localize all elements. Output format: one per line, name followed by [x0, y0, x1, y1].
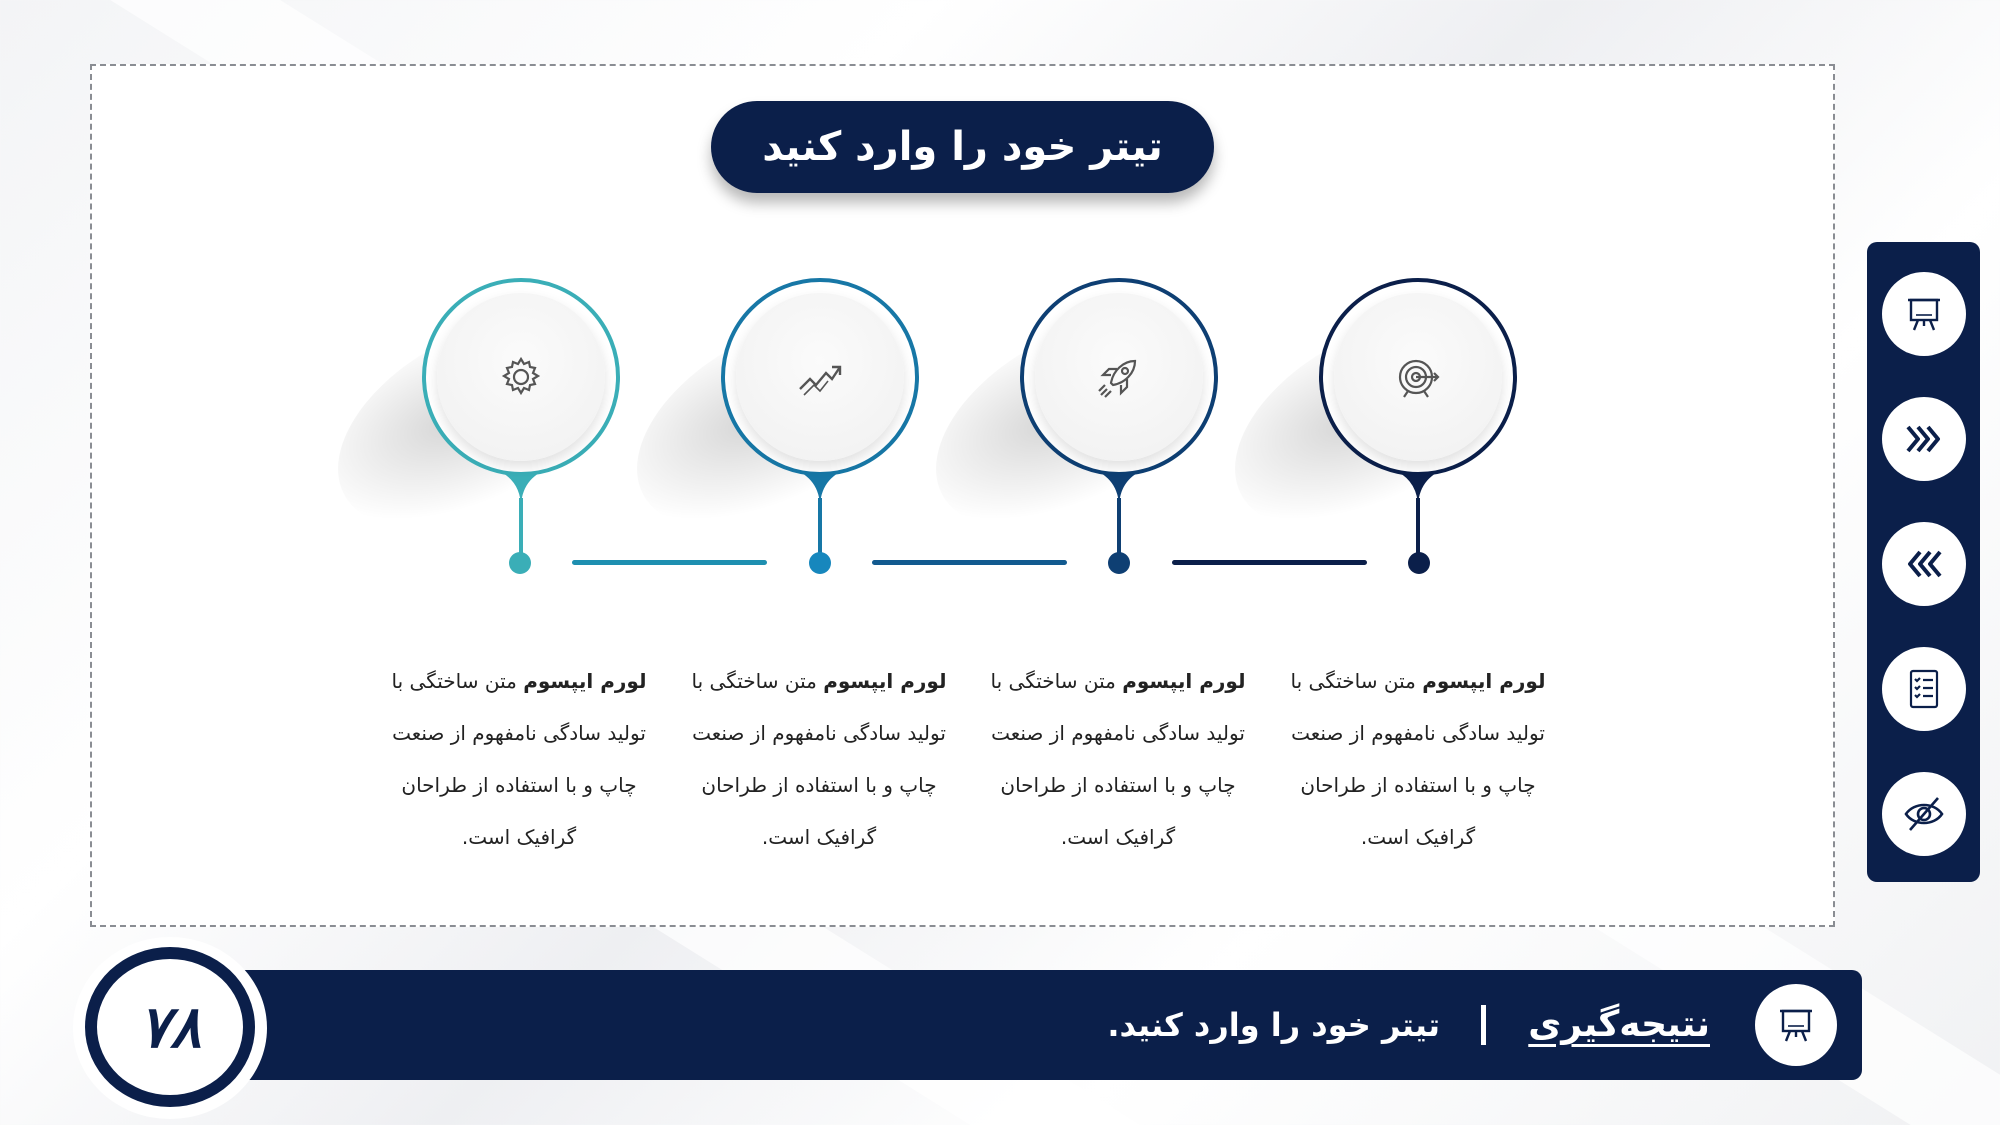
step-pin-4	[422, 278, 622, 578]
timeline-dot	[509, 552, 531, 574]
timeline-dot	[1408, 552, 1430, 574]
page-number: ۷۸	[85, 947, 255, 1107]
presentation-button[interactable]	[1882, 272, 1966, 356]
next-button[interactable]	[1882, 397, 1966, 481]
bottom-title: تیتر خود را وارد کنید.	[1107, 1006, 1440, 1044]
trend-icon	[736, 293, 904, 461]
step-description-1: لورم ایپسوم متن ساختگی با تولید سادگی نامفهوم از صنعت چاپ و با استفاده از طراحان گرافیک است.	[1290, 669, 1546, 849]
checklist-icon	[1902, 667, 1946, 711]
side-navigation-panel	[1867, 242, 1980, 882]
hide-icon	[1902, 792, 1946, 836]
step-pin-2	[1020, 278, 1220, 578]
slide-title: تیتر خود را وارد کنید	[711, 101, 1214, 193]
separator	[1481, 1005, 1486, 1045]
previous-button[interactable]	[1882, 522, 1966, 606]
agenda-button[interactable]	[1882, 647, 1966, 731]
step-description-3: لورم ایپسوم متن ساختگی با تولید سادگی نامفهوم از صنعت چاپ و با استفاده از طراحان گرافیک است.	[691, 669, 947, 849]
rocket-icon	[1035, 293, 1203, 461]
forward-arrows-icon	[1902, 417, 1946, 461]
bottom-presentation-button[interactable]	[1755, 984, 1837, 1066]
presentation-icon	[1902, 292, 1946, 336]
step-description-2: لورم ایپسوم متن ساختگی با تولید سادگی نامفهوم از صنعت چاپ و با استفاده از طراحان گرافیک است.	[990, 669, 1246, 849]
timeline-dot	[809, 552, 831, 574]
step-pin-1	[1319, 278, 1519, 578]
target-icon	[1334, 293, 1502, 461]
section-link[interactable]: نتیجه‌گیری	[1528, 1004, 1710, 1045]
presentation-icon	[1774, 1003, 1818, 1047]
timeline-connector	[1172, 560, 1367, 565]
back-arrows-icon	[1902, 542, 1946, 586]
step-description-4: لورم ایپسوم متن ساختگی با تولید سادگی نامفهوم از صنعت چاپ و با استفاده از طراحان گرافیک است.	[391, 669, 647, 849]
step-pin-3	[721, 278, 921, 578]
timeline-connector	[572, 560, 767, 565]
timeline-connector	[872, 560, 1067, 565]
timeline-dot	[1108, 552, 1130, 574]
gear-icon	[437, 293, 605, 461]
hide-button[interactable]	[1882, 772, 1966, 856]
